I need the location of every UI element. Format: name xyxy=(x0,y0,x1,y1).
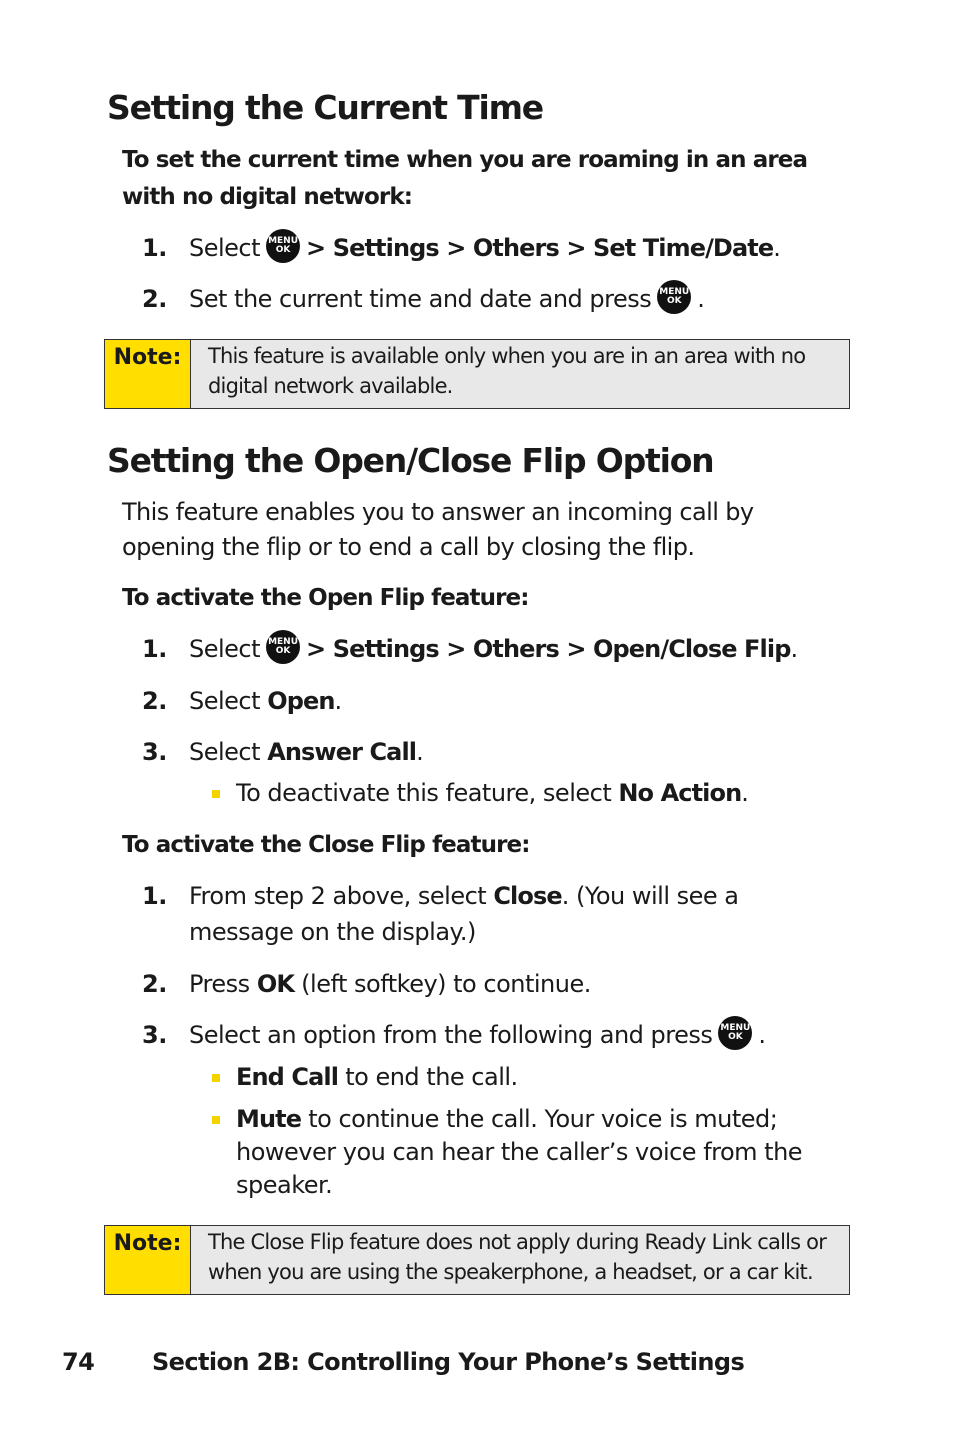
menu-ok-icon: MENU OK xyxy=(657,280,691,314)
option-name: Open xyxy=(267,687,335,715)
section-title-flip-option: Setting the Open/Close Flip Option xyxy=(107,441,714,480)
current-time-lead: To set the current time when you are roaming in an area with no digital network: xyxy=(122,147,808,210)
step-number: 2. xyxy=(142,970,167,998)
menu-ok-icon: MENU OK xyxy=(266,229,300,263)
menu-path: > Settings > Others > Set Time/Date xyxy=(306,234,774,262)
menu-ok-icon: MENU OK xyxy=(718,1016,752,1050)
section-title-current-time: Setting the Current Time xyxy=(107,88,543,127)
step-number: 3. xyxy=(142,738,167,766)
step-text: Select xyxy=(189,635,261,663)
option-name: Mute xyxy=(236,1105,302,1133)
step-number: 2. xyxy=(142,285,167,313)
note-label: Note: xyxy=(105,340,191,408)
note-label: Note: xyxy=(105,1226,191,1294)
step-number: 1. xyxy=(142,882,167,910)
flip-intro: This feature enables you to answer an incoming call by opening the flip or to end a call by closing the flip. xyxy=(122,498,754,561)
note-text: The Close Flip feature does not apply during Ready Link calls or when you are using the speakerphone, a headset, or a car kit. xyxy=(208,1230,827,1284)
note-box-close-flip xyxy=(104,1225,850,1295)
step-number: 1. xyxy=(142,234,167,262)
step-number: 3. xyxy=(142,1021,167,1049)
option-name: End Call xyxy=(236,1063,339,1091)
step-number: 2. xyxy=(142,687,167,715)
option-name: Answer Call xyxy=(267,738,417,766)
close-flip-heading: To activate the Close Flip feature: xyxy=(122,832,530,858)
option-name: No Action xyxy=(618,779,742,807)
option-name: Close xyxy=(493,882,562,910)
bullet-square-icon xyxy=(212,790,220,798)
menu-ok-icon: MENU OK xyxy=(266,630,300,664)
footer-section-title: Section 2B: Controlling Your Phone’s Settings xyxy=(152,1348,745,1376)
step-text: Set the current time and date and press xyxy=(189,285,652,313)
note-text: This feature is available only when you are in an area with no digital network available. xyxy=(208,344,806,398)
page-number: 74 xyxy=(62,1348,95,1376)
menu-path: > Settings > Others > Open/Close Flip xyxy=(306,635,791,663)
bullet-square-icon xyxy=(212,1116,220,1124)
note-box-roaming xyxy=(104,339,850,409)
step-text: Select xyxy=(189,234,261,262)
open-flip-heading: To activate the Open Flip feature: xyxy=(122,585,529,611)
step-number: 1. xyxy=(142,635,167,663)
softkey-name: OK xyxy=(256,970,295,998)
bullet-square-icon xyxy=(212,1074,220,1082)
